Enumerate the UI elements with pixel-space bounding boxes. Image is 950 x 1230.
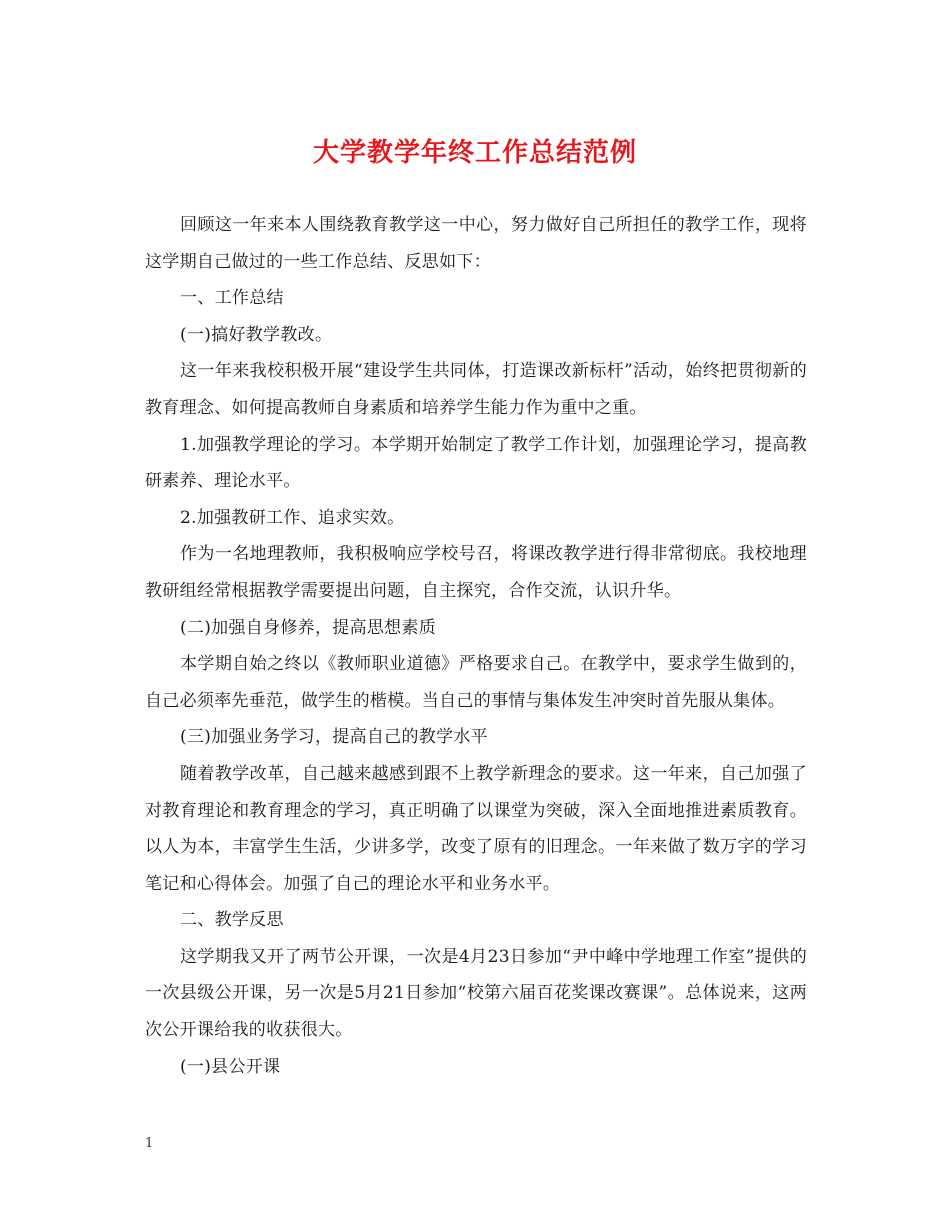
paragraph: 这学期我又开了两节公开课，一次是4月23日参加“尹中峰中学地理工作室”提供的一次县级公开课，另一次是5月21日参加“校第六届百花奖课改赛课”。总体说来，这两次公开课给我的收获很大。 bbox=[145, 946, 807, 1041]
paragraph: 随着教学改革，自己越来越感到跟不上教学新理念的要求。这一年来，自己加强了对教育理论和教育理念的学习，真正明确了以课堂为突破，深入全面地推进素质教育。以人为本，丰富学生生活，少讲多学，改变了原有的旧理念。一年来做了数万字的学习笔记和心得体会。加强了自己的理论水平和业务水平。 bbox=[145, 763, 807, 894]
subsection-heading: (一)县公开课 bbox=[180, 1056, 281, 1077]
paragraph: 回顾这一年来本人围绕教育教学这一中心，努力做好自己所担任的教学工作，现将这学期自己做过的一些工作总结、反思如下： bbox=[145, 215, 807, 272]
document-body bbox=[145, 207, 807, 1085]
paragraph: 这一年来我校积极开展“建设学生共同体，打造课改新标杆”活动，始终把贯彻新的教育理念、如何提高教师自身素质和培养学生能力作为重中之重。 bbox=[145, 361, 807, 418]
subsection-heading: (二)加强自身修养，提高思想素质 bbox=[180, 617, 437, 638]
page-number: 1 bbox=[145, 1136, 154, 1151]
paragraph: 1.加强教学理论的学习。本学期开始制定了教学工作计划，加强理论学习，提高教研素养、理论水平。 bbox=[145, 434, 807, 492]
section-heading: 一、工作总结 bbox=[180, 288, 284, 309]
subsection-heading: (三)加强业务学习，提高自己的教学水平 bbox=[180, 727, 488, 748]
paragraph: 本学期自始之终以《教师职业道德》严格要求自己。在教学中，要求学生做到的，自己必须率先垂范，做学生的楷模。当自己的事情与集体发生冲突时首先服从集体。 bbox=[145, 654, 807, 711]
document-title: 大学教学年终工作总结范例 bbox=[312, 138, 637, 168]
paragraph: 2.加强教研工作、追求实效。 bbox=[180, 507, 405, 528]
section-heading: 二、教学反思 bbox=[180, 910, 284, 931]
subsection-heading: (一)搞好教学教改。 bbox=[180, 324, 333, 345]
paragraph: 作为一名地理教师，我积极响应学校号召，将课改教学进行得非常彻底。我校地理教研组经常根据教学需要提出问题，自主探究，合作交流，认识升华。 bbox=[145, 544, 807, 601]
